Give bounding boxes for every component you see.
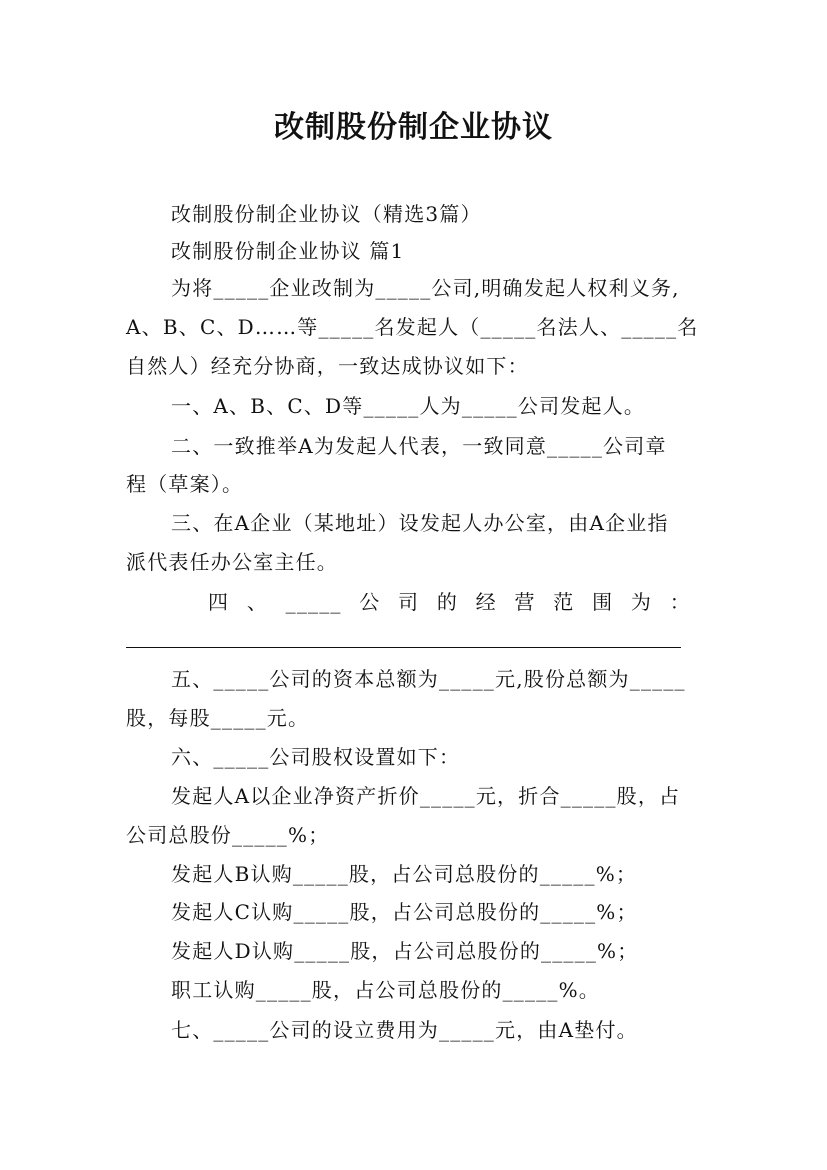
document-title: 改制股份制企业协议 [274,110,553,145]
paragraph-line: 发起人B认购_____股，占公司总股份的_____%； [171,862,638,886]
scope-part: 公 [359,590,381,614]
paragraph-line: 三、在A企业（某地址）设发起人办公室，由A企业指 [171,511,669,535]
paragraph-line: 发起人A以企业净资产折价_____元，折合_____股，占 [171,784,681,808]
scope-part: 营 [514,590,536,614]
paragraph-line: 发起人D认购_____股，占公司总股份的_____%； [171,939,639,963]
paragraph-line: 五、_____公司的资本总额为_____元,股份总额为_____ [171,667,686,691]
scope-part: 的 [436,590,459,614]
paragraph-line: 一、A、B、C、D等_____人为_____公司发起人。 [171,394,646,418]
scope-part: _____ [285,590,342,614]
paragraph-line: 股，每股_____元。 [126,706,310,730]
paragraph-line: 六、_____公司股权设置如下： [171,745,461,769]
paragraph-line: A、B、C、D……等_____名发起人（_____名法人、_____名 [126,315,699,339]
scope-part: 为 [630,590,653,614]
paragraph-line: 改制股份制企业协议 篇1 [171,239,405,263]
paragraph-line: 为将_____企业改制为_____公司,明确发起人权利义务, [171,276,680,300]
paragraph-line: 职工认购_____股，占公司总股份的_____%。 [171,978,601,1002]
business-scope-line [208,588,691,616]
scope-part: ： [669,590,691,614]
paragraph-line: 七、_____公司的设立费用为_____元，由A垫付。 [171,1018,638,1042]
paragraph-line: 程（草案）。 [126,472,244,496]
business-scope-blank [126,647,681,648]
paragraph-line: 派代表任办公室主任。 [126,550,338,574]
scope-part: 经 [475,590,497,614]
paragraph-line: 公司总股份_____%； [126,823,330,847]
scope-part: 司 [398,590,420,614]
scope-part: 、 [246,590,269,614]
paragraph-line: 发起人C认购_____股，占公司总股份的_____%； [171,900,638,924]
paragraph-line: 自然人）经充分协商，一致达成协议如下： [126,354,529,378]
scope-part: 围 [592,590,614,614]
paragraph-line: 改制股份制企业协议（精选3篇） [171,202,482,226]
scope-part: 范 [553,590,575,614]
scope-part: 四 [208,590,230,614]
paragraph-line: 二、一致推举A为发起人代表，一致同意_____公司章 [171,434,667,458]
